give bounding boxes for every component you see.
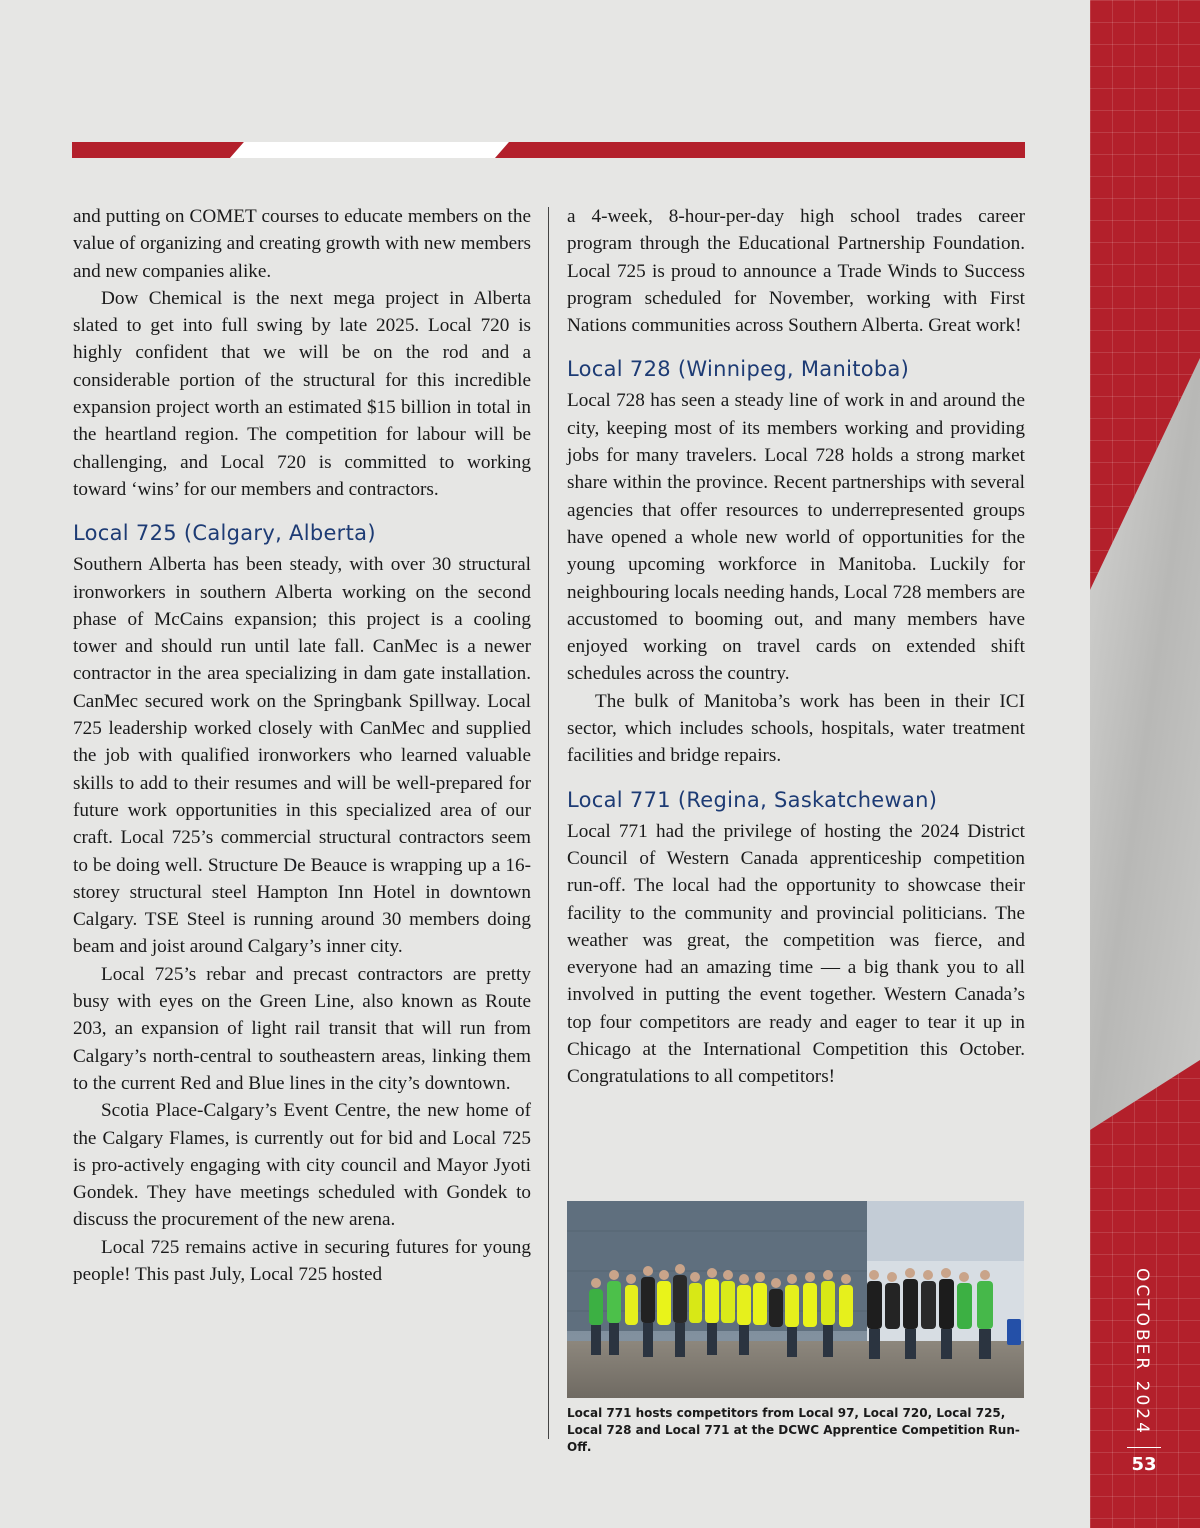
left-column [73, 203, 531, 1288]
paragraph-comet: and putting on COMET courses to educate members on the value of organizing and creating growth with new members and new companies alike. [73, 206, 531, 282]
paragraph-southern-alberta: Southern Alberta has been steady, with over 30 structural ironworkers in southern Alberta working on the second phase of McCains expansion; this project is a cooling tower and should run until late fall. CanMec is a newer contractor in the area specializing in dam gate installation. CanMec secured work on the Springbank Spillway. Local 725 leadership worked closely with CanMec and supplied the job with qualified ironworkers who learned valuable skills to add to their resumes and will be well-prepared for future work opportunities in this specialized area of our craft. Local 725’s commercial structural contractors seem to be doing well. Structure De Beauce is wrapping up a 16-storey structural steel Hampton Inn Hotel in downtown Calgary. TSE Steel is running around 30 members doing beam and joist around Calgary’s inner city. [73, 554, 531, 958]
paragraph-dow-chemical: Dow Chemical is the next mega project in Alberta slated to get into full swing by late 2025. Local 720 is highly confident that we will be on the rod and a considerable portion of the structural for this incredible expansion project worth an estimated $15 billion in total in the heartland region. The competition for labour will be challenging, and Local 720 is committed to working toward ‘wins’ for our members and contractors. [73, 287, 531, 500]
paragraph-scotia-place: Scotia Place-Calgary’s Event Centre, the new home of the Calgary Flames, is currently out for bid and Local 725 is pro-actively engaging with city council and Mayor Jyoti Gondek. They have meetings scheduled with Gondek to discuss the procurement of the new arena. [73, 1100, 531, 1231]
paragraph-trades-program: a 4-week, 8-hour-per-day high school trades career program through the Educational Partnership Foundation. Local 725 is proud to announce a Trade Winds to Success program scheduled for November, working with First Nations communities across Southern Alberta. Great work! [567, 206, 1025, 337]
paragraph-futures: Local 725 remains active in securing futures for young people! This past July, Local 725 hosted [73, 1236, 531, 1285]
header-banner [72, 142, 1025, 158]
paragraph-ici-sector: The bulk of Manitoba’s work has been in their ICI sector, which includes schools, hospitals, water treatment facilities and bridge repairs. [567, 690, 1025, 767]
page-number: 53 [1131, 1454, 1157, 1475]
right-column [567, 203, 1025, 1091]
paragraph-rebar-precast: Local 725’s rebar and precast contractors are pretty busy with eyes on the Green Line, also known as Route 203, an expansion of light rail transit that will run from Calgary’s north-central to southeastern areas, linking them to the current Red and Blue lines in the city’s downtown. [73, 963, 531, 1094]
heading-local-725: Local 725 (Calgary, Alberta) [73, 521, 376, 546]
column-divider [548, 207, 549, 1439]
group-photo [567, 1201, 1024, 1398]
heading-local-728: Local 728 (Winnipeg, Manitoba) [567, 357, 910, 382]
paragraph-winnipeg-work: Local 728 has seen a steady line of work in and around the city, keeping most of its members working and providing jobs for many travelers. Local 728 holds a strong market share within the province. Recent partnerships with several agencies that offer resources to underrepresented groups have opened a whole new world of opportunities for the young upcoming workforce in Manitoba. Luckily for neighbouring locals needing hands, Local 728 members are accustomed to booming out, and many members have enjoyed working on travel cards on extended shift schedules across the country. [567, 390, 1025, 685]
issue-date-label: OCTOBER 2024 [1132, 1268, 1152, 1436]
paragraph-competition: Local 771 had the privilege of hosting the 2024 District Council of Western Canada apprenticeship competition run-off. The local had the opportunity to showcase their facility to the community and provincial politicians. The weather was great, the competition was fierce, and everyone had an amazing time — a big thank you to all involved in putting the event together. Western Canada’s top four competitors are ready and eager to tear it up in Chicago at the International Competition this October. Congratulations to all competitors! [567, 820, 1025, 1088]
photo-caption: Local 771 hosts competitors from Local 97, Local 720, Local 725, Local 728 and Local 771 at the DCWC Apprentice Competition Run-Off. [567, 1406, 1020, 1454]
page-number-rule [1127, 1447, 1161, 1448]
heading-local-771: Local 771 (Regina, Saskatchewan) [567, 787, 938, 812]
